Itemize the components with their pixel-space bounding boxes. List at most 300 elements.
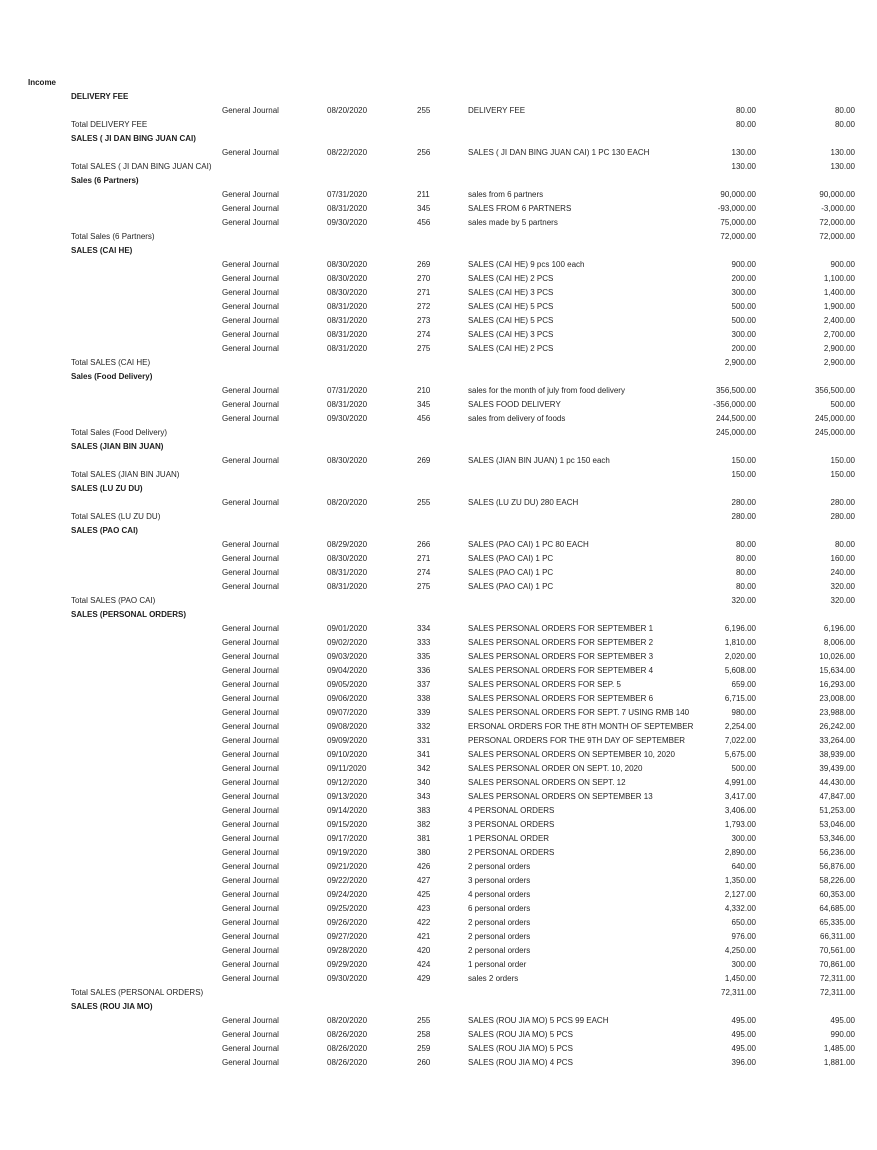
amount-value: 2,127.00 (724, 890, 756, 899)
balance-value: 16,293.00 (819, 680, 855, 689)
journal-row (0, 846, 877, 860)
section-total-amount: 72,311.00 (721, 988, 756, 997)
date-cell: 09/08/2020 (327, 722, 368, 731)
section-total-balance: 245,000.00 (814, 428, 855, 437)
amount-cell (700, 636, 756, 650)
balance-cell (756, 888, 855, 902)
amount-cell (700, 664, 756, 678)
amount-value: -356,000.00 (713, 400, 756, 409)
transaction-type-cell: General Journal (222, 680, 279, 689)
amount-value: 80.00 (736, 104, 756, 118)
amount-value: 4,250.00 (724, 946, 756, 955)
date-cell: 09/28/2020 (327, 946, 368, 955)
section-total-label: Total SALES (CAI HE) (71, 358, 151, 367)
amount-value: 495.00 (731, 1030, 756, 1039)
account-section-header-row (0, 482, 877, 496)
memo-cell: SALES (PAO CAI) 1 PC (468, 554, 554, 563)
amount-value: 640.00 (731, 862, 756, 871)
balance-value: 66,311.00 (820, 932, 855, 941)
section-total-row (0, 986, 877, 1000)
section-total-amount-cell (700, 160, 756, 174)
section-total-label: Total SALES (PAO CAI) (71, 596, 156, 605)
date-cell: 09/17/2020 (327, 834, 368, 843)
journal-row (0, 202, 877, 216)
num-cell: 341 (417, 750, 431, 759)
amount-cell (700, 972, 756, 986)
section-total-balance: 320.00 (830, 596, 855, 605)
journal-row (0, 748, 877, 762)
section-total-row (0, 594, 877, 608)
date-cell: 08/30/2020 (327, 260, 368, 269)
memo-cell: SALES (CAI HE) 9 pcs 100 each (468, 260, 585, 269)
balance-value: 44,430.00 (819, 778, 855, 787)
num-cell: 256 (417, 148, 431, 157)
account-section-header-row (0, 440, 877, 454)
account-section (0, 90, 877, 132)
section-total-amount-cell (700, 510, 756, 524)
balance-value: 1,881.00 (823, 1058, 855, 1067)
section-total-label: Total SALES (PERSONAL ORDERS) (71, 988, 204, 997)
num-cell: 339 (417, 708, 431, 717)
date-cell: 08/30/2020 (327, 274, 368, 283)
num-cell: 337 (417, 680, 431, 689)
section-total-balance: 72,000.00 (819, 232, 855, 241)
account-section-header-row (0, 90, 877, 104)
num-cell: 336 (417, 666, 431, 675)
amount-cell (700, 916, 756, 930)
transaction-type-cell: General Journal (222, 918, 279, 927)
account-group-label: Income (28, 78, 57, 87)
date-cell: 09/29/2020 (327, 960, 368, 969)
amount-cell (700, 454, 756, 468)
amount-cell (700, 104, 756, 118)
transaction-type-cell: General Journal (222, 204, 279, 213)
account-section (0, 244, 877, 370)
memo-cell: SALES (ROU JIA MO) 5 PCS (468, 1030, 573, 1039)
balance-value: 10,026.00 (819, 652, 855, 661)
account-section-title: Sales (Food Delivery) (71, 372, 153, 381)
amount-cell (700, 314, 756, 328)
num-cell: 260 (417, 1058, 431, 1067)
date-cell: 09/10/2020 (327, 750, 368, 759)
account-section (0, 174, 877, 244)
num-cell: 271 (417, 288, 431, 297)
memo-cell: SALES PERSONAL ORDER ON SEPT. 10, 2020 (468, 764, 643, 773)
transaction-type-cell: General Journal (222, 1030, 279, 1039)
balance-value: 65,335.00 (819, 918, 855, 927)
date-cell: 08/26/2020 (327, 1044, 368, 1053)
num-cell: 420 (417, 946, 431, 955)
journal-row (0, 944, 877, 958)
num-cell: 340 (417, 778, 431, 787)
account-section (0, 440, 877, 482)
section-total-row (0, 356, 877, 370)
amount-cell (700, 552, 756, 566)
memo-cell: SALES PERSONAL ORDERS ON SEPTEMBER 13 (468, 792, 653, 801)
transaction-type-cell: General Journal (222, 904, 279, 913)
amount-value: 500.00 (731, 764, 756, 773)
transaction-type-cell: General Journal (222, 456, 279, 465)
amount-value: 1,810.00 (724, 638, 756, 647)
balance-cell (756, 692, 855, 706)
section-total-balance-cell (756, 230, 855, 244)
num-cell: 275 (417, 344, 431, 353)
balance-cell (756, 706, 855, 720)
amount-value: 200.00 (732, 342, 756, 356)
journal-row (0, 216, 877, 230)
date-cell: 08/20/2020 (327, 106, 368, 115)
transaction-type-cell: General Journal (222, 890, 279, 899)
balance-cell (756, 104, 855, 118)
amount-cell (700, 748, 756, 762)
balance-cell (756, 734, 855, 748)
amount-cell (700, 1014, 756, 1028)
balance-cell (756, 678, 855, 692)
balance-cell (756, 412, 855, 426)
journal-row (0, 790, 877, 804)
num-cell: 422 (417, 918, 431, 927)
journal-row (0, 580, 877, 594)
memo-cell: SALES PERSONAL ORDERS FOR SEPT. 7 USING RMB 140 (468, 708, 690, 717)
journal-row (0, 412, 877, 426)
balance-cell (756, 342, 855, 356)
num-cell: 255 (417, 498, 431, 507)
journal-row (0, 888, 877, 902)
date-cell: 09/27/2020 (327, 932, 368, 941)
journal-row (0, 832, 877, 846)
amount-cell (700, 734, 756, 748)
amount-value: 200.00 (731, 274, 756, 283)
section-total-balance: 2,900.00 (823, 358, 855, 367)
balance-cell (756, 944, 855, 958)
balance-cell (756, 1014, 855, 1028)
num-cell: 424 (417, 960, 431, 969)
transaction-type-cell: General Journal (222, 498, 279, 507)
account-section-header-row (0, 174, 877, 188)
balance-cell (756, 1056, 855, 1070)
section-total-amount: 130.00 (731, 162, 756, 171)
memo-cell: 4 PERSONAL ORDERS (468, 806, 555, 815)
num-cell: 258 (417, 1030, 431, 1039)
amount-value: 900.00 (731, 260, 756, 269)
section-total-balance: 150.00 (830, 470, 855, 479)
journal-row (0, 930, 877, 944)
date-cell: 08/30/2020 (327, 456, 368, 465)
journal-row (0, 678, 877, 692)
transaction-type-cell: General Journal (222, 806, 279, 815)
transaction-type-cell: General Journal (222, 876, 279, 885)
section-total-label: Total DELIVERY FEE (71, 120, 148, 129)
num-cell: 335 (417, 652, 431, 661)
balance-value: 90,000.00 (819, 190, 855, 199)
balance-cell (756, 748, 855, 762)
journal-row (0, 818, 877, 832)
amount-value: -93,000.00 (717, 204, 756, 213)
section-total-amount: 280.00 (731, 512, 756, 521)
num-cell: 345 (417, 400, 431, 409)
date-cell: 09/30/2020 (327, 414, 368, 423)
balance-value: 2,700.00 (823, 330, 855, 339)
transaction-type-cell: General Journal (222, 1058, 279, 1067)
section-total-balance: 72,311.00 (820, 988, 855, 997)
amount-value: 976.00 (731, 932, 756, 941)
memo-cell: 6 personal orders (468, 904, 531, 913)
amount-value: 6,715.00 (724, 694, 756, 703)
transaction-type-cell: General Journal (222, 820, 279, 829)
section-total-balance: 130.00 (830, 162, 855, 171)
balance-value: 53,346.00 (819, 834, 855, 843)
journal-row (0, 720, 877, 734)
memo-cell: SALES (CAI HE) 3 PCS (468, 330, 554, 339)
transaction-type-cell: General Journal (222, 554, 279, 563)
balance-cell (756, 818, 855, 832)
memo-cell: 3 PERSONAL ORDERS (468, 820, 555, 829)
num-cell: 266 (417, 540, 431, 549)
amount-cell (700, 328, 756, 342)
amount-value: 396.00 (731, 1058, 756, 1067)
date-cell: 09/01/2020 (327, 624, 368, 633)
journal-row (0, 300, 877, 314)
memo-cell: SALES (ROU JIA MO) 5 PCS 99 EACH (468, 1016, 609, 1025)
section-total-amount: 80.00 (735, 120, 756, 129)
amount-cell (700, 944, 756, 958)
section-total-amount-cell (700, 356, 756, 370)
balance-value: 900.00 (830, 260, 855, 269)
memo-cell: sales from delivery of foods (468, 414, 566, 423)
section-total-amount-cell (700, 594, 756, 608)
journal-row (0, 1014, 877, 1028)
date-cell: 09/13/2020 (327, 792, 368, 801)
section-total-balance-cell (756, 468, 855, 482)
num-cell: 271 (417, 554, 431, 563)
transaction-type-cell: General Journal (222, 316, 279, 325)
memo-cell: SALES PERSONAL ORDERS ON SEPT. 12 (468, 778, 626, 787)
balance-value: 26,242.00 (819, 722, 855, 731)
amount-cell (700, 958, 756, 972)
transaction-type-cell: General Journal (222, 414, 279, 423)
section-total-amount-cell (700, 230, 756, 244)
balance-cell (756, 552, 855, 566)
section-total-row (0, 426, 877, 440)
journal-row (0, 636, 877, 650)
transaction-type-cell: General Journal (222, 638, 279, 647)
account-section-header-row (0, 244, 877, 258)
balance-value: 72,000.00 (819, 216, 855, 230)
balance-cell (756, 272, 855, 286)
balance-value: 160.00 (830, 554, 855, 563)
amount-cell (700, 188, 756, 202)
num-cell: 269 (417, 260, 431, 269)
amount-cell (700, 874, 756, 888)
balance-value: 80.00 (834, 540, 855, 549)
section-total-label: Total Sales (6 Partners) (71, 232, 155, 241)
amount-cell (700, 804, 756, 818)
memo-cell: sales made by 5 partners (468, 218, 558, 227)
balance-value: 53,046.00 (819, 820, 855, 829)
transaction-type-cell: General Journal (222, 330, 279, 339)
section-total-label: Total SALES (LU ZU DU) (71, 512, 161, 521)
balance-cell (756, 146, 855, 160)
journal-row (0, 762, 877, 776)
section-total-balance-cell (756, 118, 855, 132)
balance-cell (756, 314, 855, 328)
section-total-balance: 80.00 (834, 120, 855, 129)
transaction-type-cell: General Journal (222, 302, 279, 311)
num-cell: 274 (417, 330, 431, 339)
date-cell: 08/31/2020 (327, 204, 368, 213)
amount-cell (700, 706, 756, 720)
transaction-type-cell: General Journal (222, 652, 279, 661)
amount-cell (700, 832, 756, 846)
section-total-amount: 320.00 (731, 596, 756, 605)
journal-row (0, 454, 877, 468)
account-section (0, 524, 877, 608)
journal-row (0, 552, 877, 566)
amount-cell (700, 538, 756, 552)
date-cell: 09/12/2020 (327, 778, 368, 787)
date-cell: 09/30/2020 (327, 974, 368, 983)
section-total-balance-cell (756, 986, 855, 1000)
memo-cell: 2 personal orders (468, 932, 531, 941)
date-cell: 08/30/2020 (327, 288, 368, 297)
memo-cell: SALES (PAO CAI) 1 PC 80 EACH (468, 540, 589, 549)
amount-cell (700, 216, 756, 230)
num-cell: 382 (417, 820, 431, 829)
date-cell: 08/31/2020 (327, 400, 368, 409)
balance-value: 33,264.00 (819, 736, 855, 745)
num-cell: 270 (417, 274, 431, 283)
journal-row (0, 972, 877, 986)
section-total-row (0, 118, 877, 132)
transaction-type-cell: General Journal (222, 750, 279, 759)
num-cell: 272 (417, 302, 431, 311)
memo-cell: SALES (CAI HE) 5 PCS (468, 316, 554, 325)
date-cell: 08/20/2020 (327, 1016, 368, 1025)
amount-value: 300.00 (731, 960, 756, 969)
balance-value: 39,439.00 (819, 764, 855, 773)
amount-cell (700, 902, 756, 916)
transaction-type-cell: General Journal (222, 666, 279, 675)
section-total-balance-cell (756, 594, 855, 608)
account-section-header-row (0, 132, 877, 146)
amount-value: 4,332.00 (724, 904, 756, 913)
account-section-title: SALES (ROU JIA MO) (71, 1002, 153, 1011)
num-cell: 255 (417, 1016, 431, 1025)
transaction-type-cell: General Journal (222, 862, 279, 871)
balance-value: 150.00 (831, 454, 855, 468)
num-cell: 275 (417, 582, 431, 591)
balance-cell (756, 874, 855, 888)
transaction-type-cell: General Journal (222, 932, 279, 941)
amount-value: 150.00 (732, 454, 756, 468)
amount-value: 244,500.00 (716, 412, 756, 426)
amount-value: 75,000.00 (720, 216, 756, 230)
amount-value: 5,675.00 (724, 750, 756, 759)
amount-cell (700, 202, 756, 216)
amount-cell (700, 286, 756, 300)
date-cell: 09/02/2020 (327, 638, 368, 647)
num-cell: 427 (417, 876, 431, 885)
report-sections (0, 90, 877, 1070)
account-section-title: SALES (PAO CAI) (71, 526, 138, 535)
account-section-title: Sales (6 Partners) (71, 176, 139, 185)
section-total-amount: 150.00 (731, 470, 756, 479)
account-section-title: SALES (JIAN BIN JUAN) (71, 442, 164, 451)
section-total-row (0, 510, 877, 524)
amount-cell (700, 650, 756, 664)
num-cell: 338 (417, 694, 431, 703)
balance-value: 356,500.00 (814, 386, 855, 395)
memo-cell: SALES FROM 6 PARTNERS (468, 204, 572, 213)
journal-row (0, 902, 877, 916)
balance-cell (756, 846, 855, 860)
num-cell: 425 (417, 890, 431, 899)
memo-cell: DELIVERY FEE (468, 106, 526, 115)
balance-cell (756, 258, 855, 272)
date-cell: 09/03/2020 (327, 652, 368, 661)
date-cell: 09/22/2020 (327, 876, 368, 885)
amount-value: 2,890.00 (724, 848, 756, 857)
transaction-type-cell: General Journal (222, 190, 279, 199)
balance-cell (756, 860, 855, 874)
transaction-type-cell: General Journal (222, 218, 279, 227)
transaction-type-cell: General Journal (222, 792, 279, 801)
amount-cell (700, 846, 756, 860)
balance-value: 130.00 (831, 146, 855, 160)
account-section-title: SALES (PERSONAL ORDERS) (71, 610, 186, 619)
balance-cell (756, 202, 855, 216)
amount-value: 1,793.00 (724, 820, 756, 829)
journal-row (0, 146, 877, 160)
balance-cell (756, 832, 855, 846)
amount-cell (700, 776, 756, 790)
amount-value: 2,020.00 (724, 652, 756, 661)
memo-cell: SALES PERSONAL ORDERS FOR SEPTEMBER 6 (468, 694, 654, 703)
journal-row (0, 1028, 877, 1042)
date-cell: 08/31/2020 (327, 316, 368, 325)
amount-value: 3,406.00 (724, 806, 756, 815)
journal-row (0, 272, 877, 286)
memo-cell: ERSONAL ORDERS FOR THE 8TH MONTH OF SEPTEMBER (468, 722, 694, 731)
amount-value: 5,608.00 (724, 666, 756, 675)
balance-value: 23,988.00 (819, 708, 855, 717)
transaction-type-cell: General Journal (222, 400, 279, 409)
section-total-amount: 2,900.00 (724, 358, 756, 367)
journal-row (0, 874, 877, 888)
amount-cell (700, 692, 756, 706)
transaction-type-cell: General Journal (222, 288, 279, 297)
balance-cell (756, 1042, 855, 1056)
journal-row (0, 566, 877, 580)
balance-cell (756, 776, 855, 790)
section-total-amount-cell (700, 426, 756, 440)
amount-cell (700, 258, 756, 272)
memo-cell: SALES PERSONAL ORDERS FOR SEPTEMBER 1 (468, 624, 654, 633)
amount-value: 90,000.00 (720, 190, 756, 199)
balance-cell (756, 496, 855, 510)
balance-cell (756, 216, 855, 230)
account-section (0, 608, 877, 1000)
journal-row (0, 860, 877, 874)
memo-cell: SALES PERSONAL ORDERS ON SEPTEMBER 10, 2020 (468, 750, 675, 759)
section-total-amount: 72,000.00 (720, 232, 756, 241)
num-cell: 423 (417, 904, 431, 913)
date-cell: 09/09/2020 (327, 736, 368, 745)
account-section-header-row (0, 1000, 877, 1014)
transaction-type-cell: General Journal (222, 540, 279, 549)
amount-value: 80.00 (735, 540, 756, 549)
amount-cell (700, 412, 756, 426)
